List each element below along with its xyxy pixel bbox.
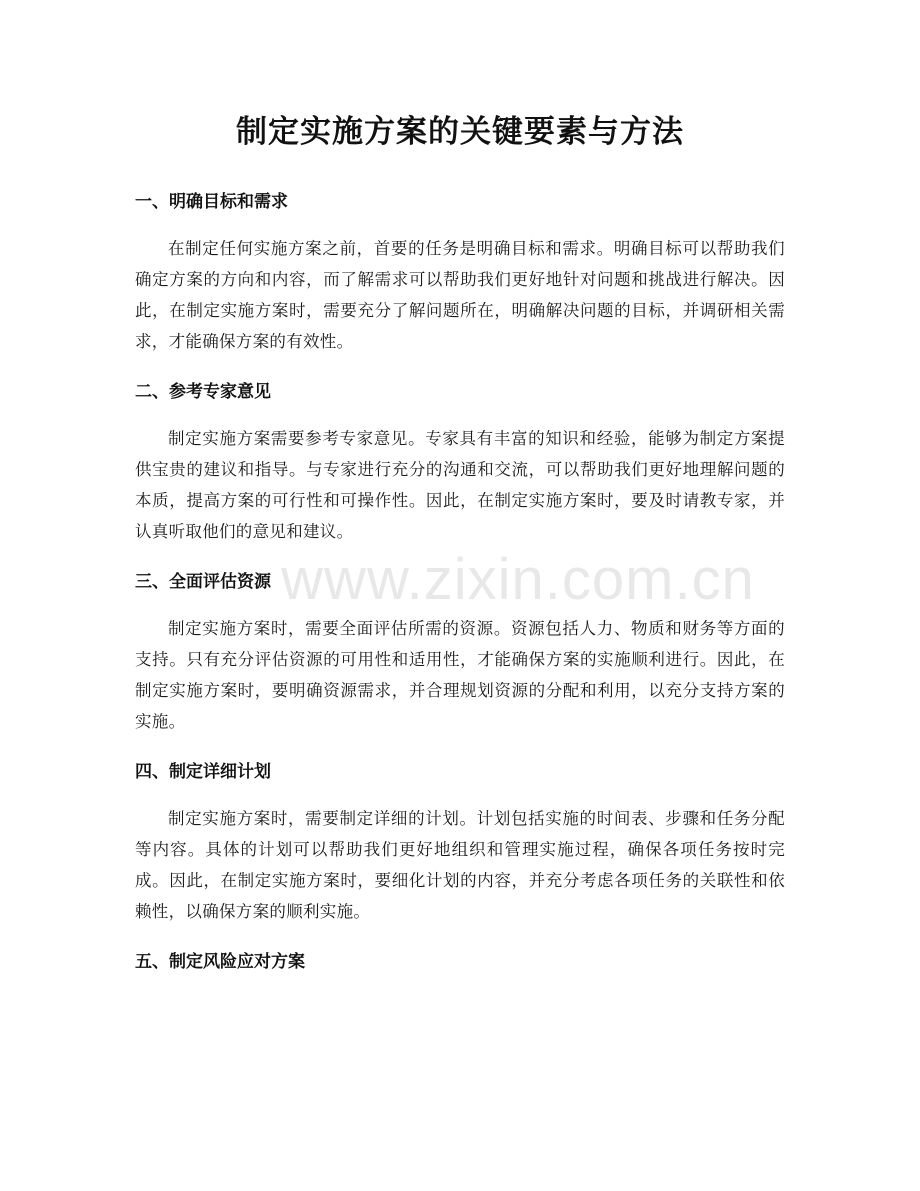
section-5: [135, 946, 785, 978]
section-2: [135, 376, 785, 566]
section-heading: 二、参考专家意见: [135, 382, 271, 402]
section-paragraph: 在制定任何实施方案之前，首要的任务是明确目标和需求。明确目标可以帮助我们确定方案的方向和内容，而了解需求可以帮助我们更好地针对问题和挑战进行解决。因此，在制定实施方案时，需要充分了解问题所在，明确解决问题的目标，并调研相关需求，才能确保方案的有效性。: [135, 239, 785, 351]
section-1: [135, 186, 785, 376]
document-title: 制定实施方案的关键要素与方法: [236, 114, 684, 150]
section-heading: 四、制定详细计划: [135, 762, 271, 782]
section-paragraph: 制定实施方案时，需要全面评估所需的资源。资源包括人力、物质和财务等方面的支持。只有充分评估资源的可用性和适用性，才能确保方案的实施顺利进行。因此，在制定实施方案时，要明确资源需求，并合理规划资源的分配和利用，以充分支持方案的实施。: [135, 619, 785, 731]
section-paragraph: 制定实施方案需要参考专家意见。专家具有丰富的知识和经验，能够为制定方案提供宝贵的建议和指导。与专家进行充分的沟通和交流，可以帮助我们更好地理解问题的本质，提高方案的可行性和可操作性。因此，在制定实施方案时，要及时请教专家，并认真听取他们的意见和建议。: [135, 429, 785, 541]
section-heading: 一、明确目标和需求: [135, 192, 288, 212]
watermark-text: www.zixin.com.cn: [281, 547, 755, 612]
section-4: [135, 756, 785, 946]
section-3: [135, 566, 785, 756]
section-paragraph: 制定实施方案时，需要制定详细的计划。计划包括实施的时间表、步骤和任务分配等内容。具体的计划可以帮助我们更好地组织和管理实施过程，确保各项任务按时完成。因此，在制定实施方案时，要细化计划的内容，并充分考虑各项任务的关联性和依赖性，以确保方案的顺利实施。: [135, 809, 785, 921]
section-heading: 三、全面评估资源: [135, 572, 271, 592]
document-content: [135, 186, 785, 978]
section-heading: 五、制定风险应对方案: [135, 952, 305, 972]
